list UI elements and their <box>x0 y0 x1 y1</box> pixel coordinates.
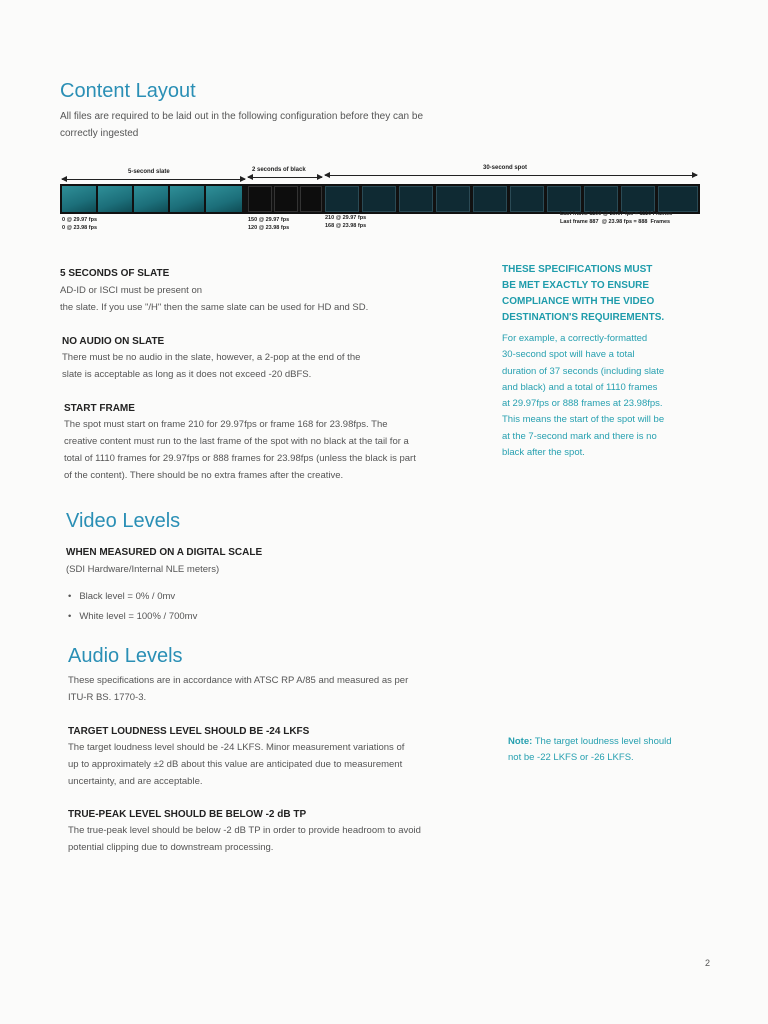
note-line: not be -22 LKFS or -26 LKFS. <box>508 752 634 764</box>
body-line: The spot must start on frame 210 for 29.97fps or frame 168 for 23.98fps. The <box>64 419 388 430</box>
black-frame-29: 150 @ 29.97 fps <box>248 217 290 223</box>
slate-body <box>60 282 368 316</box>
slate-frame <box>170 186 204 212</box>
body-line: ITU-R BS. 1770-3. <box>68 692 147 703</box>
callout-line: For example, a correctly-formatted <box>502 333 648 344</box>
target-loudness-heading: TARGET LOUDNESS LEVEL SHOULD BE -24 LKFS <box>68 726 310 737</box>
body-line: the slate. If you use "/H" then the same slate can be used for HD and SD. <box>60 302 369 313</box>
timeline-label-slate: 5-second slate <box>128 169 170 175</box>
start-frame-heading: START FRAME <box>64 403 135 414</box>
spot-frame <box>399 186 433 212</box>
audio-levels-title: Audio Levels <box>68 645 183 667</box>
black-arrow <box>248 177 322 178</box>
start-frame-29: 0 @ 29.97 fps <box>62 217 98 223</box>
callout-heading-line: DESTINATION'S REQUIREMENTS. <box>502 312 665 323</box>
slate-frame <box>98 186 132 212</box>
content-timeline <box>60 164 700 236</box>
intro-line: correctly ingested <box>60 128 139 139</box>
digital-scale-sub: (SDI Hardware/Internal NLE meters) <box>66 564 220 575</box>
body-line: The true-peak level should be below -2 dB TP in order to provide headroom to avoid <box>68 825 421 836</box>
spot-frame <box>584 186 618 212</box>
timeline-label-spot: 30-second spot <box>483 165 528 171</box>
spec-callout-heading <box>502 262 664 326</box>
slate-frame <box>134 186 168 212</box>
video-levels-list <box>68 587 197 627</box>
body-line: creative content must run to the last frame of the spot with no black at the tail for a <box>64 436 409 447</box>
spot-frame <box>621 186 655 212</box>
true-peak-heading: TRUE-PEAK LEVEL SHOULD BE BELOW -2 dB TP <box>68 809 307 820</box>
body-line: up to approximately ±2 dB about this value are anticipated due to measurement <box>68 759 403 770</box>
body-line: of the content). There should be no extra frames after the creative. <box>64 470 344 481</box>
callout-heading-line: BE MET EXACTLY TO ENSURE <box>502 280 650 291</box>
callout-line: at 29.97fps or 888 frames at 23.98fps. <box>502 398 663 410</box>
body-line: uncertainty, and are acceptable. <box>68 776 203 787</box>
start-frame-body <box>64 416 416 484</box>
spot-frame <box>473 186 507 212</box>
white-level-item: • White level = 100% / 700mv <box>68 607 197 627</box>
body-line: The target loudness level should be -24 LKFS. Minor measurement variations of <box>68 742 405 753</box>
body-line: AD-ID or ISCI must be present on <box>60 285 203 296</box>
video-levels-title: Video Levels <box>66 510 181 532</box>
body-line: These specifications are in accordance with ATSC RP A/85 and measured as per <box>68 675 409 686</box>
timeline-start-frames <box>62 216 97 232</box>
body-line: There must be no audio in the slate, however, a 2-pop at the end of the <box>62 352 361 363</box>
last-frame-23: Last frame 887 @ 23.98 fps = 888 Frames <box>560 219 671 225</box>
spot-arrow <box>325 175 697 176</box>
slate-heading: 5 SECONDS OF SLATE <box>60 268 170 279</box>
timeline-label-black: 2 seconds of black <box>252 167 306 173</box>
note-line <box>508 734 672 750</box>
black-frame-23: 120 @ 23.98 fps <box>248 225 290 231</box>
page-number: 2 <box>704 958 710 968</box>
spot-frame <box>436 186 470 212</box>
slate-frame <box>62 186 96 212</box>
start-frame-23: 0 @ 23.98 fps <box>62 225 98 231</box>
spot-frame <box>362 186 396 212</box>
spot-frame <box>325 186 359 212</box>
target-loudness-body <box>68 739 404 790</box>
callout-line: duration of 37 seconds (including slate <box>502 365 665 377</box>
no-audio-heading: NO AUDIO ON SLATE <box>62 336 165 347</box>
black-frame <box>300 186 322 212</box>
last-frame-29: Last frame 1109 @ 29.97 fps = 1110 Frames <box>560 211 673 217</box>
black-frame <box>274 186 298 212</box>
timeline-last-frames <box>560 210 672 226</box>
note-label: Note: <box>508 736 533 747</box>
no-audio-body <box>62 349 360 383</box>
callout-line: This means the start of the spot will be <box>502 414 665 426</box>
digital-scale-heading: WHEN MEASURED ON A DIGITAL SCALE <box>66 547 263 558</box>
spot-frame <box>658 186 698 212</box>
callout-line: black after the spot. <box>502 447 585 459</box>
body-line: slate is acceptable as long as it does not exceed -20 dBFS. <box>62 369 312 380</box>
spot-frame-23: 168 @ 23.98 fps <box>325 223 367 229</box>
loudness-note <box>508 734 672 767</box>
spot-frame <box>510 186 544 212</box>
content-layout-intro <box>60 108 423 142</box>
callout-heading-line: THESE SPECIFICATIONS MUST <box>502 264 653 275</box>
slate-frame <box>206 186 242 212</box>
content-layout-title: Content Layout <box>60 80 196 102</box>
intro-line: All files are required to be laid out in the following configuration before they can be <box>60 111 424 122</box>
timeline-black-frames <box>248 216 289 232</box>
spec-callout-body <box>502 331 664 461</box>
callout-line: 30-second spot will have a total <box>502 349 635 361</box>
black-frame <box>248 186 272 212</box>
spot-frame-29: 210 @ 29.97 fps <box>325 215 367 221</box>
black-level-item: • Black level = 0% / 0mv <box>68 587 197 607</box>
audio-levels-intro <box>68 672 408 706</box>
body-line: total of 1110 frames for 29.97fps or 888 frames for 23.98fps (unless the black is part <box>64 453 416 464</box>
slate-arrow <box>62 179 245 180</box>
note-text: The target loudness level should <box>534 736 672 747</box>
callout-heading-line: COMPLIANCE WITH THE VIDEO <box>502 296 655 307</box>
true-peak-body <box>68 822 421 856</box>
callout-line: and black) and a total of 1110 frames <box>502 381 658 393</box>
spot-frame <box>547 186 581 212</box>
callout-line: at the 7-second mark and there is no <box>502 430 657 442</box>
body-line: potential clipping due to downstream processing. <box>68 842 274 853</box>
timeline-spot-frames <box>325 214 366 230</box>
